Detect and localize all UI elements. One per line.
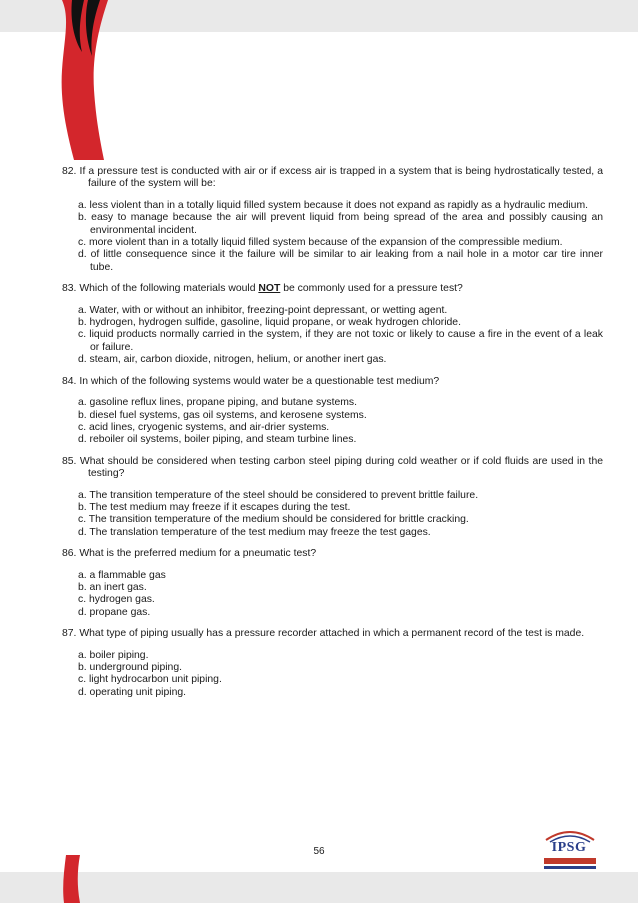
option-list [62, 650, 603, 700]
option-d: d. steam, air, carbon dioxide, nitrogen, helium, or another inert gas. [78, 354, 387, 366]
question-stem: 82. If a pressure test is conducted with air or if excess air is trapped in a system that is being hydrostatically tested, a failure of the system will be: [62, 166, 603, 190]
option-a: a. boiler piping. [78, 649, 149, 661]
question-stem: 86. What is the preferred medium for a pneumatic test? [62, 548, 317, 560]
option-c: c. acid lines, cryogenic systems, and air-drier systems. [78, 421, 330, 433]
question-82 [62, 166, 603, 274]
option-c: c. hydrogen gas. [78, 594, 155, 606]
option-d: d. operating unit piping. [78, 686, 187, 698]
option-c: c. light hydrocarbon unit piping. [78, 674, 222, 686]
option-b: b. underground piping. [78, 662, 182, 673]
option-a: a. The transition temperature of the steel should be considered to prevent brittle failure. [78, 489, 479, 501]
option-list [62, 570, 603, 620]
question-list [62, 166, 603, 708]
option-list [62, 490, 603, 540]
option-d: d. of little consequence since it the failure will be similar to air leaking from a nail hole in a motor car tire inner tube. [78, 249, 603, 273]
question-stem: 84. In which of the following systems would water be a questionable test medium? [62, 375, 440, 387]
flame-decoration-icon [0, 0, 110, 160]
option-b: b. an inert gas. [78, 581, 147, 593]
option-c: c. The transition temperature of the medium should be considered for brittle cracking. [78, 514, 469, 526]
question-83 [62, 283, 603, 366]
option-c: c. liquid products normally carried in the system, if they are not toxic or likely to cause a fire in the event of a leak or failure. [78, 329, 603, 353]
flame-footer-icon [62, 855, 82, 903]
option-b: b. The test medium may freeze if it escapes during the test. [78, 501, 351, 513]
option-b: b. easy to manage because the air will prevent liquid from being spread of the area and possibly causing an environmental incident. [78, 212, 603, 236]
option-list [62, 397, 603, 447]
option-a: a. Water, with or without an inhibitor, freezing-point depressant, or wetting agent. [78, 304, 448, 316]
option-b: b. diesel fuel systems, gas oil systems, and kerosene systems. [78, 409, 367, 421]
option-b: b. hydrogen, hydrogen sulfide, gasoline, liquid propane, or weak hydrogen chloride. [78, 317, 461, 329]
question-86 [62, 548, 603, 619]
stem-emphasis: NOT [258, 283, 281, 295]
question-84 [62, 376, 603, 447]
footer-band [0, 872, 638, 903]
option-c: c. more violent than in a totally liquid filled system because of the expansion of the compressible medium. [78, 237, 563, 249]
option-d: d. propane gas. [78, 606, 151, 618]
question-87 [62, 628, 603, 699]
question-stem: 85. What should be considered when testing carbon steel piping during cold weather or if cold fluids are used in the testing? [62, 455, 603, 480]
question-stem [62, 283, 603, 295]
option-list [62, 200, 603, 274]
option-d: d. reboiler oil systems, boiler piping, and steam turbine lines. [78, 434, 357, 446]
logo-text: IPSG [551, 840, 587, 855]
option-a: a. less violent than in a totally liquid filled system because it does not expand as rapidly as a hydraulic medium. [78, 199, 588, 211]
option-a: a. a flammable gas [78, 569, 166, 581]
question-85 [62, 456, 603, 539]
question-stem: 87. What type of piping usually has a pressure recorder attached in which a permanent record of the test is made. [62, 628, 585, 640]
option-d: d. The translation temperature of the test medium may freeze the test gages. [78, 526, 431, 538]
option-list [62, 305, 603, 367]
option-a: a. gasoline reflux lines, propane piping, and butane systems. [78, 397, 357, 409]
stem-after: be commonly used for a pressure test? [280, 283, 463, 295]
page-number: 56 [313, 846, 325, 857]
stem-before: 83. Which of the following materials would [62, 283, 259, 295]
